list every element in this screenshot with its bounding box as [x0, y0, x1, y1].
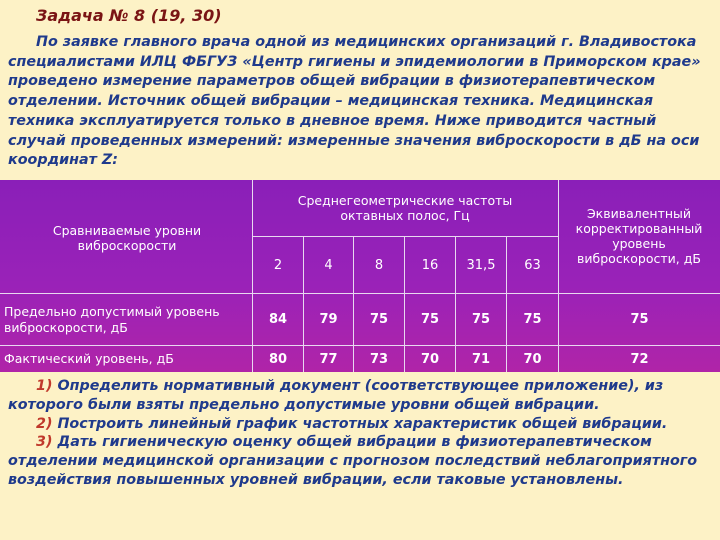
- question-3: [8, 433, 712, 489]
- question-text: Построить линейный график частотных характеристик общей вибрации.: [52, 415, 668, 432]
- freq-header: 63: [524, 257, 541, 273]
- permissible-value: 75: [523, 312, 542, 327]
- actual-value: 77: [319, 351, 338, 367]
- question-number: 3): [36, 434, 53, 451]
- actual-value: 73: [369, 351, 389, 367]
- actual-value: 80: [268, 351, 288, 367]
- question-number: 2): [36, 415, 53, 432]
- freq-header: 4: [324, 257, 333, 273]
- actual-value: 70: [420, 351, 440, 367]
- question-number: 1): [36, 378, 53, 394]
- question-1: [8, 377, 712, 415]
- row-label-actual: Фактический уровень, дБ: [4, 351, 174, 367]
- header-compared-levels: Сравниваемые уровни виброскорости: [52, 223, 202, 253]
- task-title: Задача № 8 (19, 30): [36, 6, 222, 25]
- permissible-equivalent: 75: [630, 312, 649, 327]
- actual-value: 71: [471, 351, 491, 367]
- permissible-value: 84: [268, 312, 288, 327]
- permissible-value: 75: [369, 312, 389, 327]
- permissible-value: 75: [420, 312, 440, 327]
- task-intro: По заявке главного врача одной из медицинских организаций г. Владивостока специалистами ИЛЦ ФБГУЗ «Центр гигиены и эпидемиологии в Приморском крае» проведено измерение параметров общей вибрации в физиотерапевтическом отделении. Источник общей вибрации – медицинская техника. Медицинская техника эксплуатируется только в дневное время. Ниже приводится частный случай проведенных измерений: измеренные значения виброскорости в дБ на оси координат Z:: [8, 34, 701, 169]
- header-octave-frequencies: Среднегеометрические частоты октавных полос, Гц: [297, 193, 513, 223]
- measurement-table: [0, 180, 720, 372]
- header-equivalent-level: Эквивалентный корректированный уровень виброскорости, дБ: [575, 206, 703, 266]
- task-questions: [8, 377, 712, 490]
- row-label-permissible: Предельно допустимый уровень виброскорости, дБ: [4, 304, 220, 335]
- freq-header: 16: [421, 257, 439, 273]
- freq-header: 2: [273, 257, 283, 273]
- permissible-value: 75: [471, 312, 491, 327]
- freq-header: 31,5: [466, 257, 496, 273]
- freq-header: 8: [374, 257, 384, 273]
- question-text: Определить нормативный документ (соответствующее приложение), из которого были взяты предельно допустимые уровни общей вибрации.: [8, 378, 664, 413]
- actual-equivalent: 72: [630, 351, 649, 367]
- question-2: [8, 415, 712, 434]
- actual-value: 70: [523, 351, 542, 367]
- permissible-value: 79: [319, 312, 338, 327]
- question-text: Дать гигиеническую оценку общей вибрации в физиотерапевтическом отделении медицинской организации с прогнозом последствий неблагоприятного воздействия повышенных уровней вибрации, если таковые установлены.: [8, 434, 698, 488]
